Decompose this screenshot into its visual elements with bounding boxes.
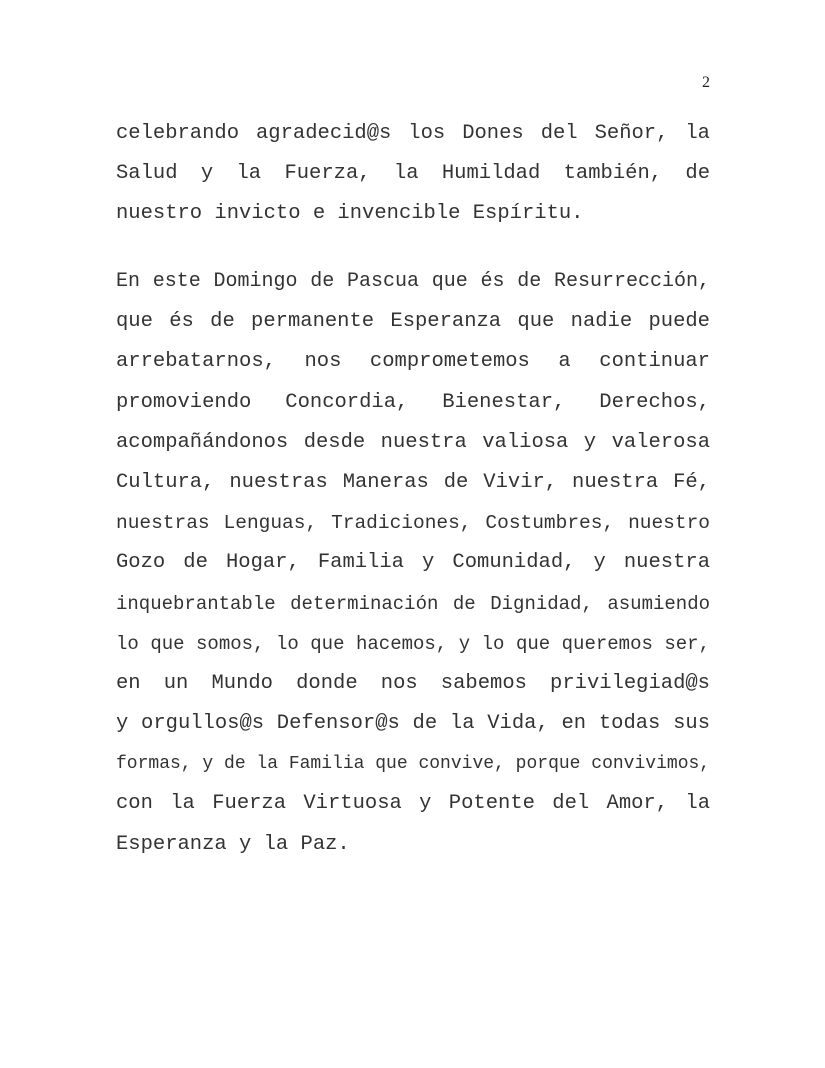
paragraph-line: En este Domingo de Pascua que és de Resurrección, <box>116 270 710 293</box>
paragraph-line: en un Mundo donde nos sabemos privilegiad@s <box>116 671 710 695</box>
paragraph-line: celebrando agradecid@s los Dones del Señor, la <box>116 122 710 145</box>
paragraph-line: acompañándonos desde nuestra valiosa y valerosa <box>116 430 710 454</box>
paragraph-line: Esperanza y la Paz. <box>116 832 350 856</box>
page-number: 2 <box>702 74 710 91</box>
paragraph-line: que és de permanente Esperanza que nadie puede <box>116 310 710 334</box>
paragraph-line: lo que somos, lo que hacemos, y lo que queremos ser, <box>116 632 710 655</box>
paragraph-line: nuestras Lenguas, Tradiciones, Costumbres, nuestro <box>116 512 710 535</box>
paragraph-line: Salud y la Fuerza, la Humildad también, de <box>116 162 710 186</box>
paragraph-line: nuestro invicto e invencible Espíritu. <box>116 202 584 226</box>
paragraph-line: y orgullos@s Defensor@s de la Vida, en todas sus <box>116 712 710 736</box>
paragraph-line: arrebatarnos, nos comprometemos a continuar <box>116 350 710 374</box>
paragraph-line: Gozo de Hogar, Familia y Comunidad, y nuestra <box>116 551 710 575</box>
paragraph-line: Cultura, nuestras Maneras de Vivir, nuestra Fé, <box>116 470 710 494</box>
paragraph-line: inquebrantable determinación de Dignidad, asumiendo <box>116 592 710 615</box>
paragraph-line: promoviendo Concordia, Bienestar, Derechos, <box>116 390 710 414</box>
paragraph-line: con la Fuerza Virtuosa y Potente del Amor, la <box>116 792 710 816</box>
paragraph-line: formas, y de la Familia que convive, porque convivimos, <box>116 754 711 775</box>
paragraph-1 <box>116 114 710 235</box>
paragraph-2 <box>116 262 710 865</box>
